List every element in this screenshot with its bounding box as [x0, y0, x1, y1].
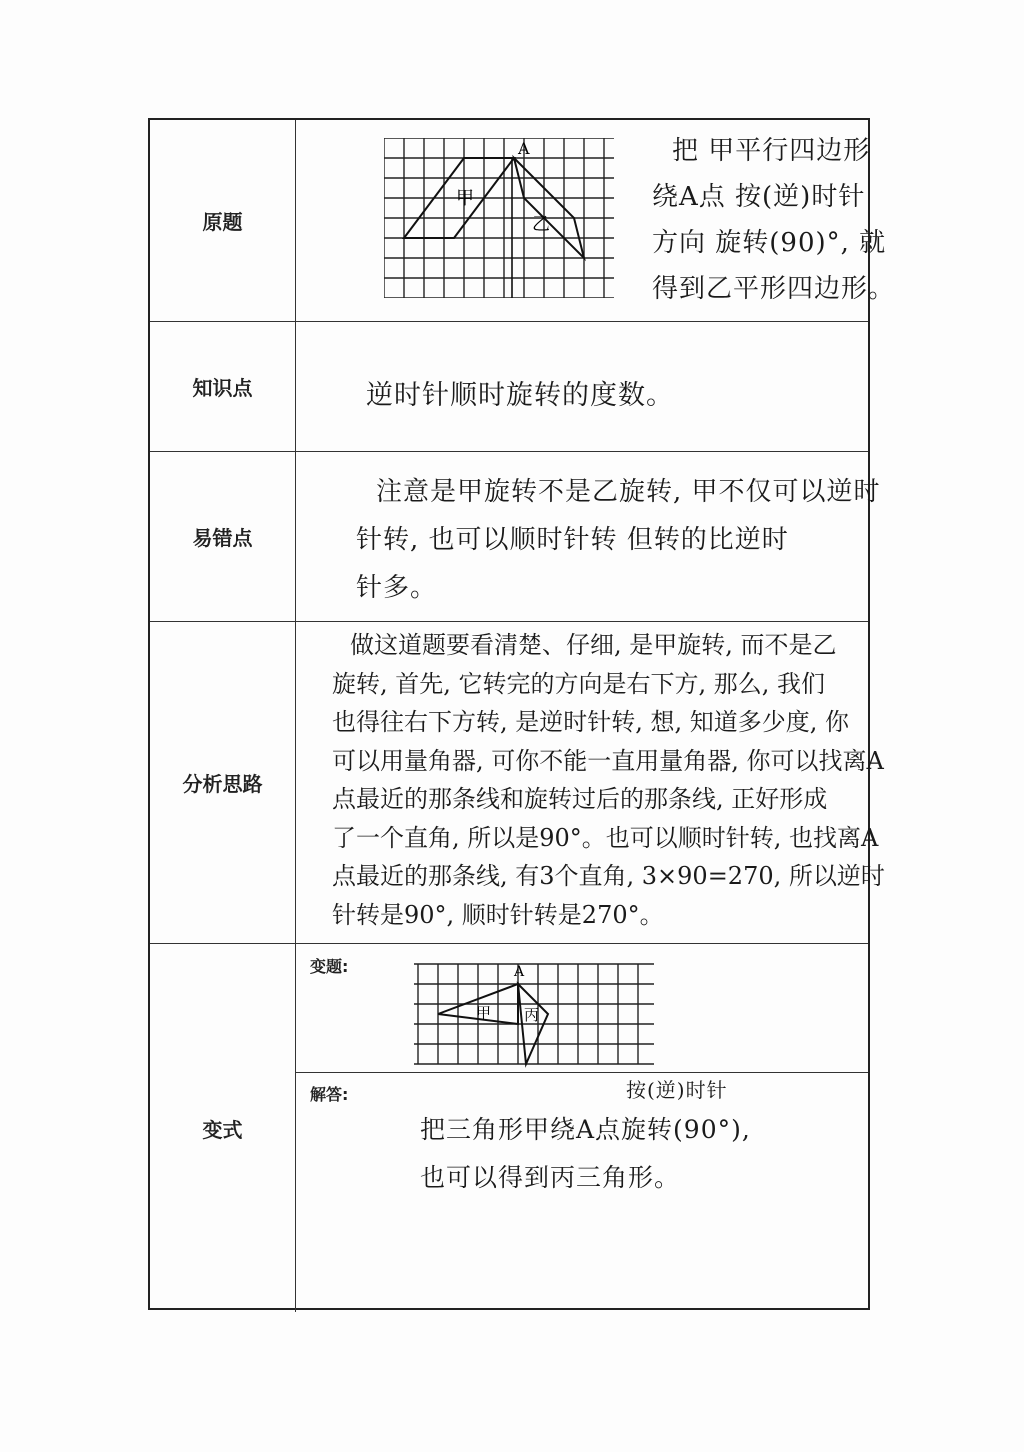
answer-line-2: 也可以得到丙三角形。: [420, 1163, 681, 1192]
content-knowledge: [296, 322, 868, 451]
analysis-line-2: 旋转, 首先, 它转完的方向是右下方, 那么, 我们: [332, 669, 826, 698]
variant-rotation-grid-figure: [414, 958, 654, 1068]
mistakes-line-1: 注意是甲旋转不是乙旋转, 甲不仅可以逆时: [376, 477, 881, 507]
row-original: [150, 120, 896, 322]
content-original: [296, 120, 896, 321]
label-original: 原题: [150, 120, 296, 321]
triangle-jia-label: 甲: [476, 1004, 492, 1022]
error-analysis-table: [148, 118, 896, 1310]
shape-jia-label: 甲: [456, 188, 474, 209]
label-analysis: 分析思路: [150, 622, 296, 943]
original-line-2: 绕A点 按(逆)时针: [652, 182, 866, 212]
variant-answer-label: 解答:: [310, 1085, 349, 1104]
mistakes-text: [356, 468, 881, 612]
variant-divider: [296, 1072, 868, 1073]
variant-question-label: 变题:: [310, 957, 349, 976]
answer-insert-note: 按(逆)时针: [626, 1078, 728, 1102]
knowledge-line-1: 逆时针顺时旋转的度数。: [366, 380, 674, 411]
analysis-line-5: 点最近的那条线和旋转过后的那条线, 正好形成: [332, 785, 828, 813]
original-line-4: 得到乙平形四边形。: [652, 274, 896, 304]
answer-line-1: 把三角形甲绕A点旋转(90°),: [420, 1115, 751, 1144]
shape-yi-label: 乙: [532, 214, 550, 235]
original-line-3: 方向 旋转(90)°, 就: [652, 228, 887, 258]
variant-point-a-label: A: [514, 964, 525, 980]
label-mistakes: 易错点: [150, 452, 296, 621]
analysis-line-3: 也得往右下方转, 是逆时针转, 想, 知道多少度, 你: [332, 708, 850, 736]
mistakes-line-2: 针转, 也可以顺时针转 但转的比逆时: [356, 525, 789, 555]
triangle-bing-label: 丙: [524, 1006, 540, 1024]
original-problem-text: [652, 128, 895, 312]
analysis-text: [332, 626, 885, 934]
row-analysis: [150, 622, 885, 944]
point-a-label: A: [518, 139, 530, 158]
row-variant: [150, 944, 868, 1312]
variant-answer-text: [420, 1106, 751, 1202]
mistakes-line-3: 针多。: [356, 573, 438, 603]
label-variant: 变式: [150, 944, 296, 1312]
knowledge-text: [366, 370, 674, 422]
content-variant: [296, 944, 868, 1312]
analysis-line-8: 针转是90°, 顺时针转是270°。: [332, 900, 664, 929]
analysis-line-4: 可以用量角器, 可你不能一直用量角器, 你可以找离A: [332, 746, 884, 775]
row-knowledge: [150, 322, 868, 452]
content-mistakes: [296, 452, 881, 621]
original-rotation-grid-figure: [384, 138, 614, 298]
content-analysis: [296, 622, 885, 943]
original-line-1: 把 甲平行四边形: [672, 136, 871, 166]
row-mistakes: [150, 452, 881, 622]
label-knowledge: 知识点: [150, 322, 296, 451]
analysis-line-7: 点最近的那条线, 有3个直角, 3×90=270, 所以逆时: [332, 862, 885, 890]
analysis-line-6: 了一个直角, 所以是90°。也可以顺时针转, 也找离A: [332, 823, 879, 852]
analysis-line-1: 做这道题要看清楚、仔细, 是甲旋转, 而不是乙: [350, 631, 837, 659]
